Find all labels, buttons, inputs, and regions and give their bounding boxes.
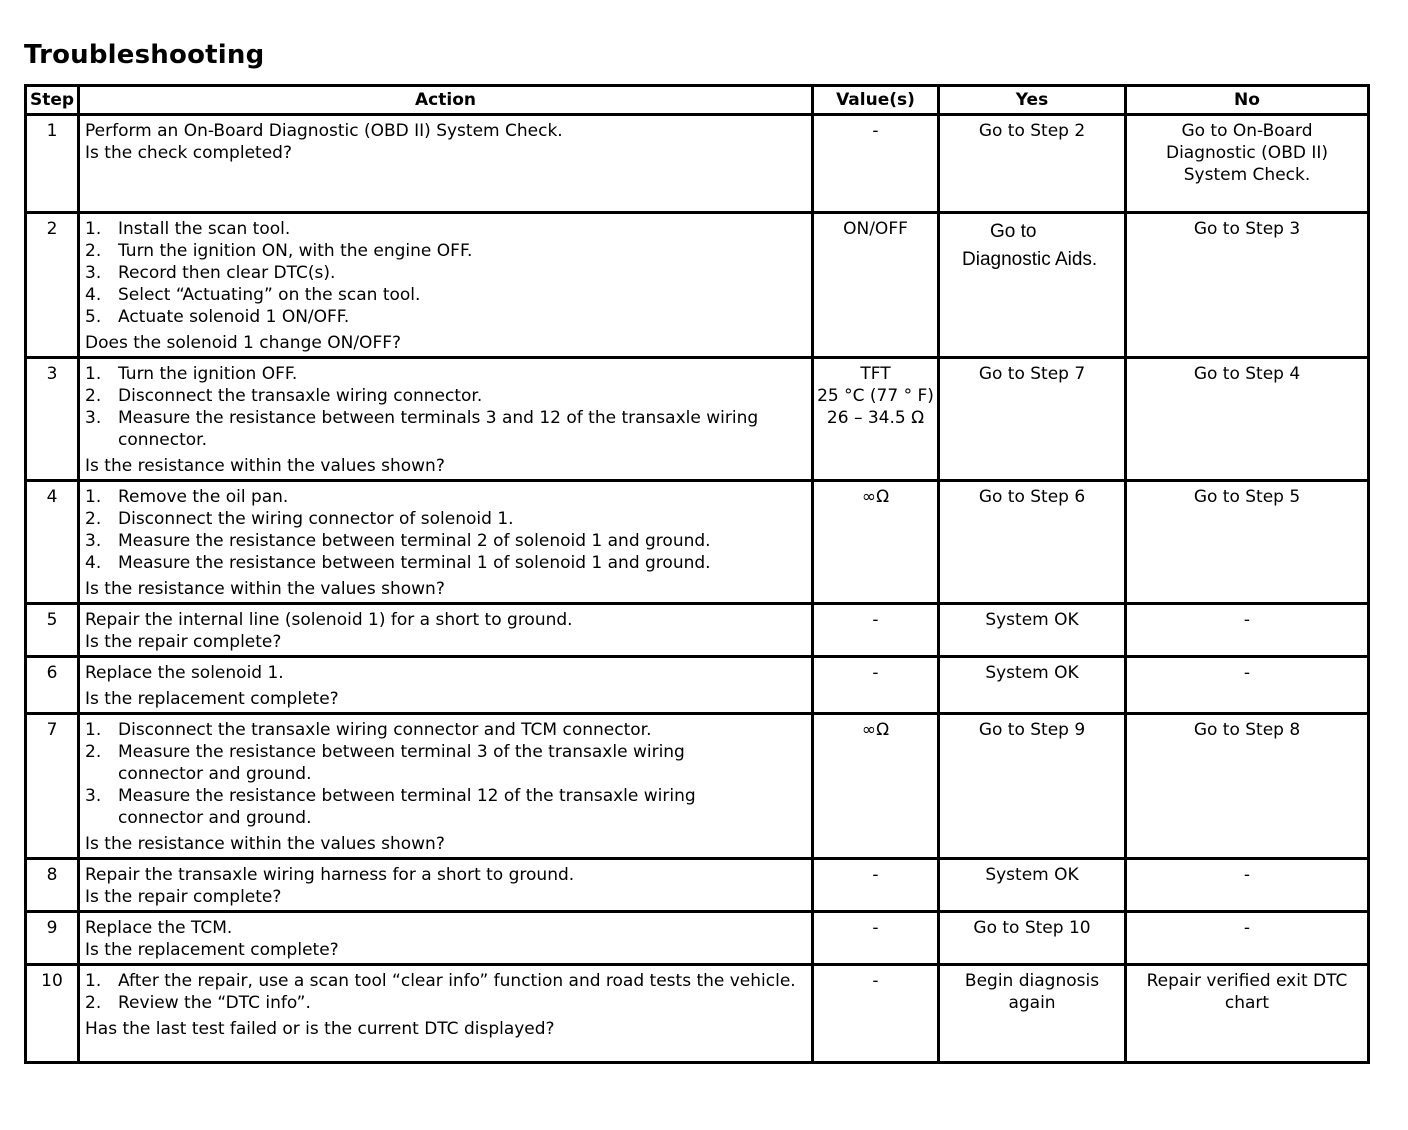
no-cell: Go to Step 4 [1126, 358, 1369, 481]
list-item: 2. Turn the ignition ON, with the engine OFF. [85, 241, 473, 261]
action-list [85, 486, 807, 574]
list-item: 3. Measure the resistance between terminal 12 of the transaxle wiring connector and ground. [85, 786, 696, 828]
value-cell: - [813, 115, 939, 213]
page-title: Troubleshooting [24, 40, 265, 70]
action-cell [79, 115, 813, 213]
action-text: Replace the solenoid 1. [85, 663, 284, 683]
action-question: Is the repair complete? [85, 632, 282, 652]
list-item: 3. Measure the resistance between terminals 3 and 12 of the transaxle wiring connector. [85, 408, 759, 450]
step-number: 9 [26, 912, 79, 965]
value-line: 25 °C (77 ° F) [817, 386, 934, 406]
value-cell: - [813, 657, 939, 714]
table-row [26, 213, 1369, 358]
action-cell [79, 358, 813, 481]
list-item: 1. Install the scan tool. [85, 219, 291, 239]
list-item: 1. Disconnect the transaxle wiring connector and TCM connector. [85, 720, 652, 740]
yes-cell: Go to Step 7 [939, 358, 1126, 481]
table-row [26, 115, 1369, 213]
action-text: Repair the internal line (solenoid 1) for a short to ground. [85, 610, 573, 630]
list-item: 5. Actuate solenoid 1 ON/OFF. [85, 307, 350, 327]
action-cell [79, 912, 813, 965]
action-text: Repair the transaxle wiring harness for a short to ground. [85, 865, 575, 885]
value-cell: - [813, 912, 939, 965]
action-cell [79, 604, 813, 657]
table-row [26, 714, 1369, 859]
action-question: Is the replacement complete? [85, 940, 339, 960]
list-item: 3. Measure the resistance between terminal 2 of solenoid 1 and ground. [85, 531, 711, 551]
action-question: Has the last test failed or is the current DTC displayed? [85, 1019, 555, 1039]
yes-cell: Go to Step 9 [939, 714, 1126, 859]
action-list [85, 363, 807, 451]
list-item: 2. Measure the resistance between terminal 3 of the transaxle wiring connector and ground. [85, 742, 685, 784]
table-row [26, 965, 1369, 1063]
list-item: 3. Record then clear DTC(s). [85, 263, 336, 283]
list-item: 2. Review the “DTC info”. [85, 993, 311, 1013]
yes-cell: System OK [939, 859, 1126, 912]
column-header-yes: Yes [939, 86, 1126, 115]
action-question: Is the resistance within the values shown? [85, 456, 445, 476]
list-item: 2. Disconnect the wiring connector of solenoid 1. [85, 509, 514, 529]
value-cell: - [813, 859, 939, 912]
step-number: 5 [26, 604, 79, 657]
value-line: TFT [860, 364, 891, 384]
list-item: 2. Disconnect the transaxle wiring connector. [85, 386, 483, 406]
action-text: Perform an On-Board Diagnostic (OBD II) System Check. [85, 121, 563, 141]
value-cell: ∞Ω [813, 714, 939, 859]
value-cell: ON/OFF [813, 213, 939, 358]
list-item: 1. After the repair, use a scan tool “clear info” function and road tests the vehicle. [85, 971, 796, 991]
yes-cell: Go to Step 6 [939, 481, 1126, 604]
action-question: Is the resistance within the values shown? [85, 579, 445, 599]
action-cell [79, 714, 813, 859]
yes-text-line: Diagnostic Aids. [962, 249, 1098, 270]
table-row [26, 358, 1369, 481]
list-item: 1. Remove the oil pan. [85, 487, 289, 507]
no-cell: - [1126, 657, 1369, 714]
table-row [26, 604, 1369, 657]
step-number: 7 [26, 714, 79, 859]
yes-cell [939, 213, 1126, 358]
action-question: Is the replacement complete? [85, 689, 339, 709]
yes-text-line: Go to [990, 221, 1037, 242]
action-cell [79, 859, 813, 912]
column-header-step: Step [26, 86, 79, 115]
value-cell: - [813, 965, 939, 1063]
column-header-values: Value(s) [813, 86, 939, 115]
yes-cell: Begin diagnosis again [939, 965, 1126, 1063]
yes-cell: System OK [939, 657, 1126, 714]
step-number: 2 [26, 213, 79, 358]
no-cell: Go to On-Board Diagnostic (OBD II) System Check. [1126, 115, 1369, 213]
value-cell [813, 358, 939, 481]
table-row [26, 912, 1369, 965]
table-row [26, 481, 1369, 604]
no-cell: Go to Step 3 [1126, 213, 1369, 358]
action-text: Replace the TCM. [85, 918, 233, 938]
step-number: 8 [26, 859, 79, 912]
value-cell: - [813, 604, 939, 657]
list-item: 4. Measure the resistance between terminal 1 of solenoid 1 and ground. [85, 553, 711, 573]
yes-cell: Go to Step 10 [939, 912, 1126, 965]
value-cell: ∞Ω [813, 481, 939, 604]
list-item: 1. Turn the ignition OFF. [85, 364, 298, 384]
action-question: Does the solenoid 1 change ON/OFF? [85, 333, 402, 353]
table-header-row [26, 86, 1369, 115]
table-row [26, 657, 1369, 714]
no-cell: Go to Step 5 [1126, 481, 1369, 604]
step-number: 1 [26, 115, 79, 213]
action-list [85, 218, 807, 328]
action-question: Is the check completed? [85, 143, 292, 163]
yes-cell: System OK [939, 604, 1126, 657]
action-cell [79, 657, 813, 714]
yes-cell: Go to Step 2 [939, 115, 1126, 213]
column-header-action: Action [79, 86, 813, 115]
table-row [26, 859, 1369, 912]
no-cell: - [1126, 604, 1369, 657]
step-number: 3 [26, 358, 79, 481]
no-cell: Repair verified exit DTC chart [1126, 965, 1369, 1063]
action-list [85, 719, 807, 829]
step-number: 10 [26, 965, 79, 1063]
action-cell [79, 481, 813, 604]
step-number: 4 [26, 481, 79, 604]
step-number: 6 [26, 657, 79, 714]
action-question: Is the repair complete? [85, 887, 282, 907]
list-item: 4. Select “Actuating” on the scan tool. [85, 285, 421, 305]
no-cell: - [1126, 912, 1369, 965]
column-header-no: No [1126, 86, 1369, 115]
action-list [85, 970, 807, 1014]
troubleshooting-table [24, 84, 1370, 1064]
action-cell [79, 213, 813, 358]
action-question: Is the resistance within the values shown? [85, 834, 445, 854]
no-cell: Go to Step 8 [1126, 714, 1369, 859]
action-cell [79, 965, 813, 1063]
no-cell: - [1126, 859, 1369, 912]
value-line: 26 – 34.5 Ω [826, 408, 925, 428]
